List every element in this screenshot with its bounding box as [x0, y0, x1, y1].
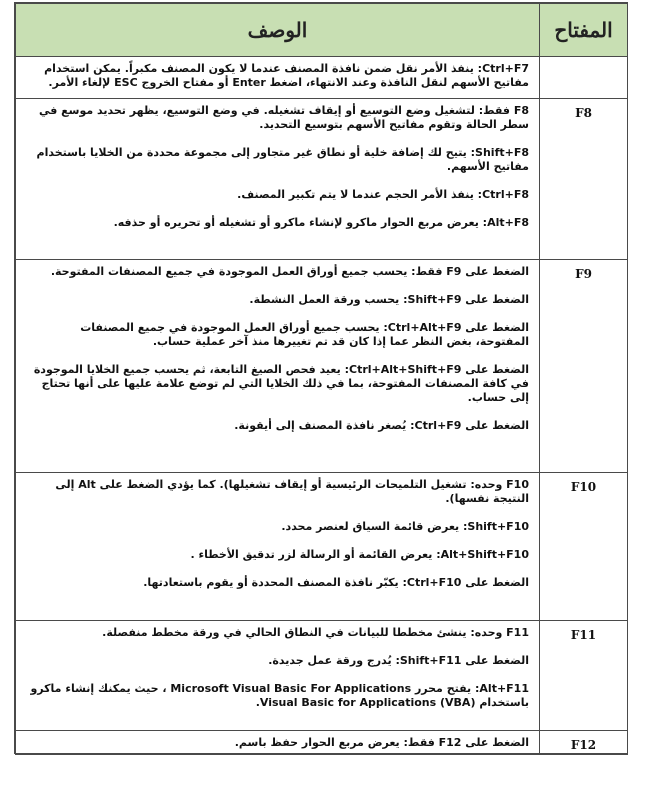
table-row: [16, 99, 628, 260]
description-line: الضغط على F9 فقط: يحسب جميع أوراق العمل الموجودة في جميع المصنفات المفتوحة.: [50, 265, 529, 278]
header-description: الوصف: [16, 4, 540, 57]
document-page: [14, 2, 628, 754]
description-cell: [16, 99, 540, 260]
description-line: الضغط على F12 فقط: يعرض مربع الحوار حفظ باسم.: [234, 736, 529, 749]
description-cell: [16, 621, 540, 731]
key-cell: F11: [540, 621, 628, 731]
shortcut-table: [15, 3, 628, 755]
description-line: الضغط على Ctrl+F10: يكبّر نافذة المصنف المحددة أو يقوم باستعادتها.: [143, 576, 529, 589]
description-cell: [16, 473, 540, 621]
header-key: المفتاح: [540, 4, 628, 57]
table-row: [16, 621, 628, 731]
description-line: الضغط على Shift+F9: يحسب ورقة العمل النشطة.: [249, 293, 529, 306]
description-line: Alt+F8: يعرض مربع الحوار ماكرو لإنشاء ماكرو أو تشغيله أو تحريره أو حذفه.: [113, 216, 529, 229]
table-row: [16, 57, 628, 99]
description-line: الضغط على Ctrl+F9: يُصغر نافذة المصنف إلى أيقونة.: [234, 419, 529, 432]
table-row: [16, 260, 628, 473]
description-line: الضغط على Shift+F11: يُدرج ورقة عمل جديدة.: [268, 654, 529, 667]
description-line: الضغط على Ctrl+Alt+F9: يحسب جميع أوراق العمل الموجودة في جميع المصنفات المفتوحة، بغض النظر عما إذا كان قد تم تغييرها منذ آخر عملية حساب.: [80, 321, 529, 348]
table-row: [16, 731, 628, 755]
description-line: الضغط على Ctrl+Alt+Shift+F9: يعيد فحص الصيغ التابعة، ثم يحسب جميع الخلايا الموجودة في كافة المصنفات المفتوحة، بما في ذلك الخلايا التي لم توضع علامة عليها على أنها تحتاج إلى حساب.: [33, 363, 529, 404]
description-line: F10 وحده: تشغيل التلميحات الرئيسية أو إيقاف تشغيلها). كما يؤدي الضغط على Alt إلى النتيجة نفسها).: [55, 478, 529, 505]
key-cell: F8: [540, 99, 628, 260]
description-line: Ctrl+F7: ينفذ الأمر نقل ضمن نافذة المصنف عندما لا يكون المصنف مكبراً. يمكن استخدام مفاتيح الأسهم لنقل النافذة وعند الانتهاء، اضغط Enter أو مفتاح الخروج ESC لإلغاء الأمر.: [44, 62, 529, 89]
description-line: Shift+F8: يتيح لك إضافة خلية أو نطاق غير متجاور إلى مجموعة محددة من الخلايا باستخدام مفاتيح الأسهم.: [36, 146, 529, 173]
table-header-row: [16, 4, 628, 57]
description-cell: [16, 731, 540, 755]
key-cell: F9: [540, 260, 628, 473]
key-cell: [540, 57, 628, 99]
description-line: F8 فقط: لتشغيل وضع التوسيع أو إيقاف تشغيله. في وضع التوسيع، يظهر تحديد موسع في سطر الحالة وتقوم مفاتيح الأسهم بتوسيع التحديد.: [38, 104, 529, 131]
description-cell: [16, 260, 540, 473]
description-line: Alt+Shift+F10: يعرض القائمة أو الرسالة لزر تدقيق الأخطاء .: [190, 548, 529, 561]
description-line: Ctrl+F8: ينفذ الأمر الحجم عندما لا يتم تكبير المصنف.: [237, 188, 529, 201]
description-line: F11 وحده: ينشئ مخططا للبيانات في النطاق الحالي في ورقة مخطط منفصلة.: [102, 626, 529, 639]
key-cell: F10: [540, 473, 628, 621]
table-row: [16, 473, 628, 621]
key-cell: F12: [540, 731, 628, 755]
description-line: Shift+F10: يعرض قائمة السياق لعنصر محدد.: [281, 520, 529, 533]
description-cell: [16, 57, 540, 99]
description-line: Alt+F11: يفتح محرر Microsoft Visual Basic For Applications ، حيث يمكنك إنشاء ماكرو باستخدام Visual Basic for Applications (VBA).: [30, 682, 529, 709]
